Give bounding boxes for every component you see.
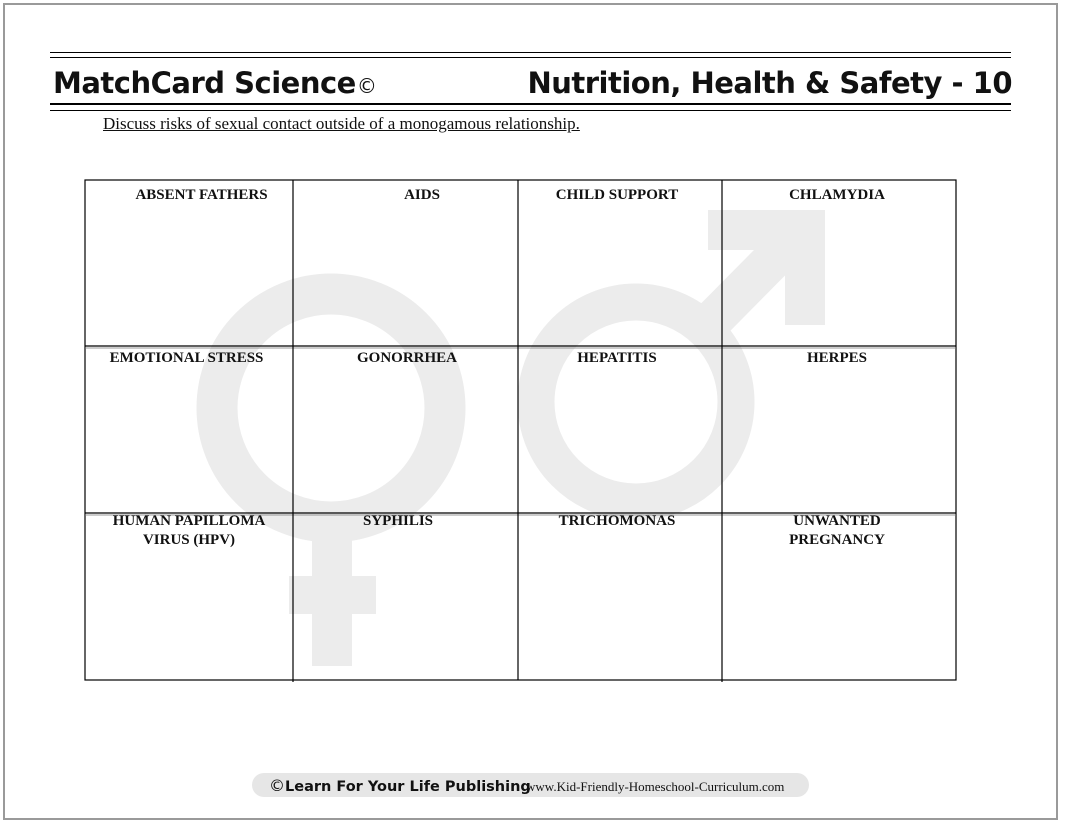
footer-publisher: ©Learn For Your Life Publishing [269,776,531,795]
footer-url: www.Kid-Friendly-Homeschool-Curriculum.com [526,779,785,794]
card-label: HEPATITIS [577,350,657,366]
card-label: HERPES [806,350,867,366]
unit-title: Nutrition, Health & Safety - 10 [527,66,1012,100]
brand-title: MatchCard Science© [53,66,377,100]
card-label: GONORRHEA [356,350,457,366]
instructions: Discuss risks of sexual contact outside of a monogamous relationship. [103,114,580,133]
card-label: TRICHOMONAS [558,513,676,529]
footer-copyright-mark: © [269,776,285,795]
card-label: EMOTIONAL STRESS [109,350,264,366]
card-label: AIDS [404,187,440,203]
card-label: UNWANTED PREGNANCY [789,513,885,548]
card-label: HUMAN PAPILLOMA VIRUS (HPV) [112,513,266,548]
copyright-mark: © [356,74,377,98]
card-label: CHLAMYDIA [789,187,885,203]
card-label: CHILD SUPPORT [555,187,679,203]
card-label: ABSENT FATHERS [135,187,268,203]
card-label: SYPHILIS [362,513,434,529]
